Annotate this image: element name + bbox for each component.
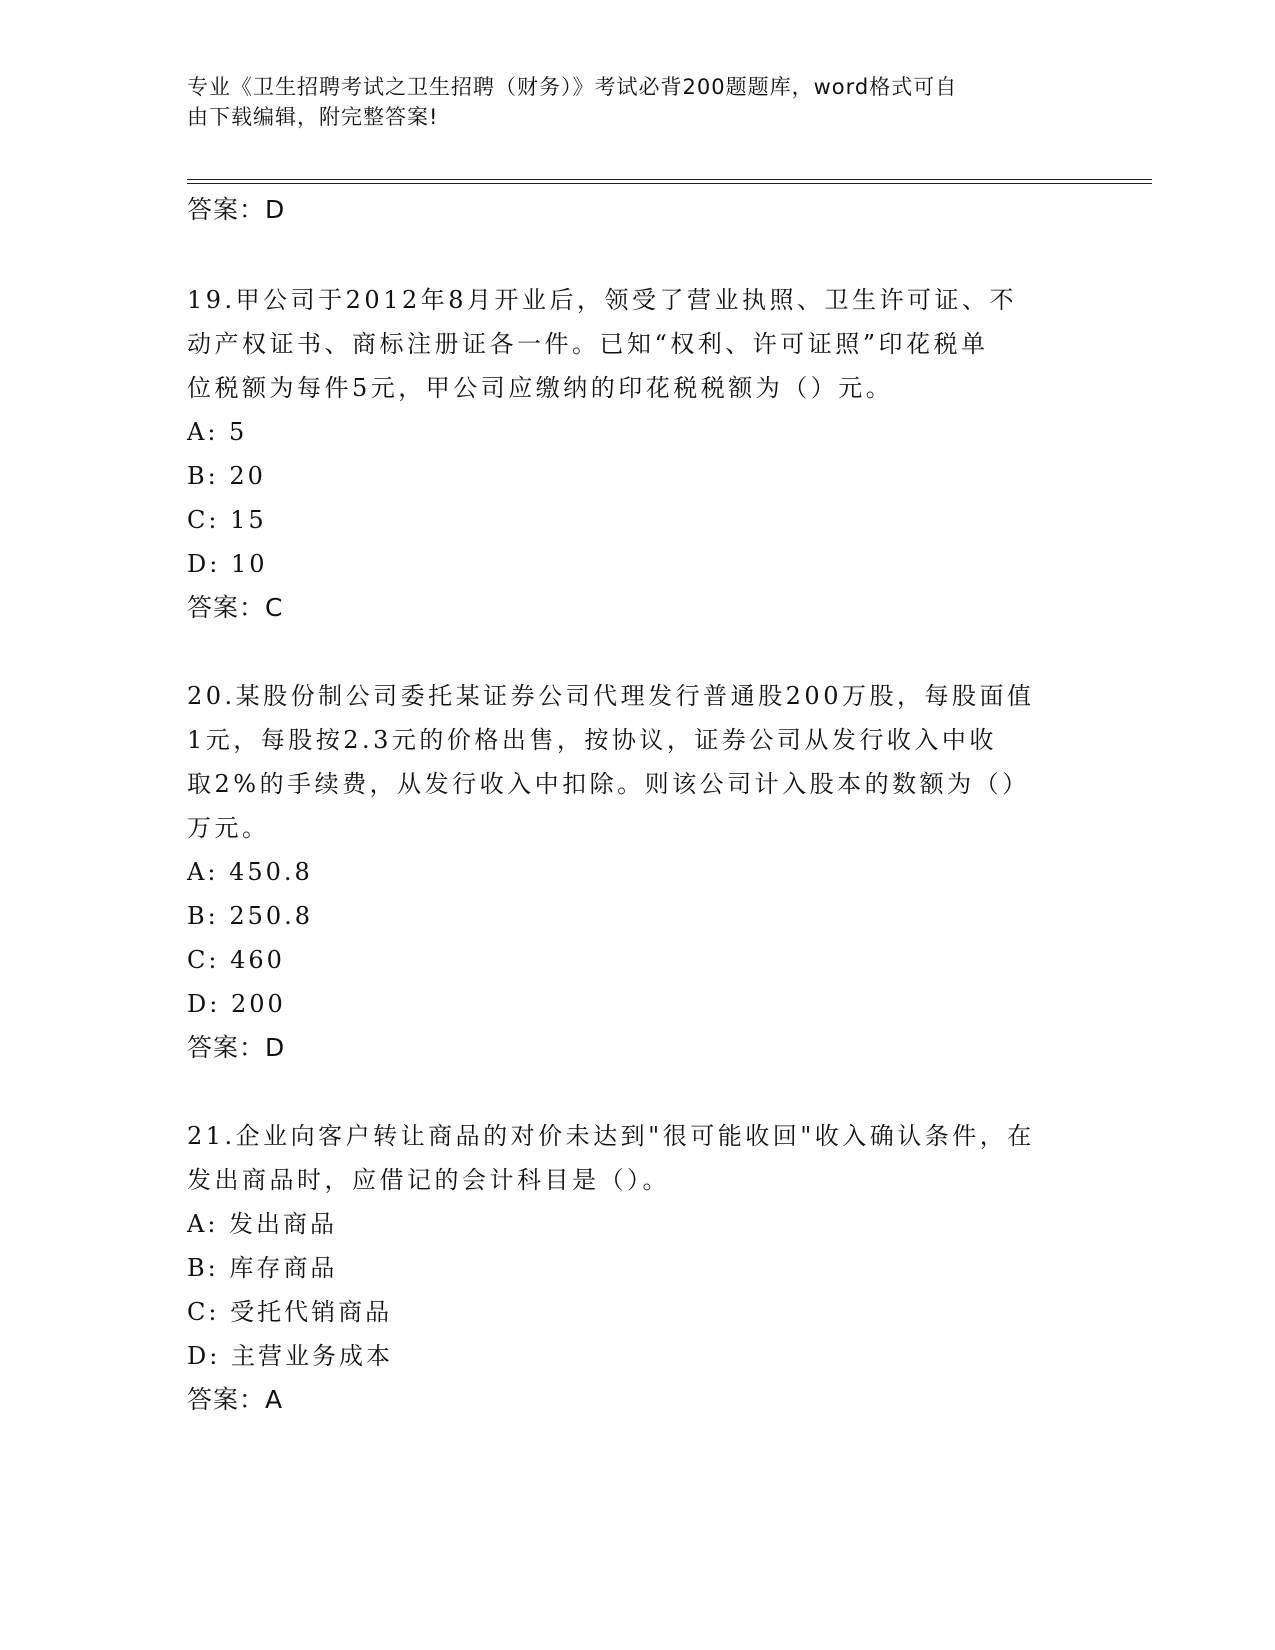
- question-19-stem-line-1: 19.甲公司于2012年8月开业后，领受了营业执照、卫生许可证、不: [187, 286, 1018, 314]
- question-20-stem-line-4: 万元。: [187, 814, 270, 842]
- question-21-option-c: C: 受托代销商品: [187, 1298, 393, 1326]
- question-21-stem-line-1: 21.企业向客户转让商品的对价未达到"很可能收回"收入确认条件，在: [187, 1122, 1035, 1150]
- question-21-option-a: A: 发出商品: [187, 1210, 338, 1238]
- header-line-2: 由下载编辑，附完整答案!: [187, 105, 439, 129]
- question-20-option-b: B: 250.8: [187, 902, 314, 930]
- question-20-stem-line-1: 20.某股份制公司委托某证券公司代理发行普通股200万股，每股面值: [187, 682, 1035, 710]
- question-19-option-b: B: 20: [187, 462, 266, 490]
- question-19-option-c: C: 15: [187, 506, 267, 534]
- question-19-option-a: A: 5: [187, 418, 248, 446]
- question-20-stem-line-2: 1元，每股按2.3元的价格出售，按协议，证券公司从发行收入中收: [187, 726, 997, 754]
- question-20-stem-line-3: 取2%的手续费，从发行收入中扣除。则该公司计入股本的数额为（）: [187, 770, 1030, 798]
- question-20-option-a: A: 450.8: [187, 858, 313, 886]
- question-21-option-d: D: 主营业务成本: [187, 1342, 393, 1370]
- question-19-answer: 答案：C: [187, 593, 284, 622]
- header-divider-top: [187, 179, 1152, 180]
- header-line-1: 专业《卫生招聘考试之卫生招聘（财务）》考试必背200题题库，word格式可自: [187, 75, 958, 99]
- question-21-answer: 答案：A: [187, 1385, 284, 1414]
- question-21-option-b: B: 库存商品: [187, 1254, 338, 1282]
- question-19-stem-line-3: 位税额为每件5元，甲公司应缴纳的印花税税额为（）元。: [187, 374, 894, 402]
- question-20-option-c: C: 460: [187, 946, 285, 974]
- question-19-stem-line-2: 动产权证书、商标注册证各一件。已知“权利、许可证照”印花税单: [187, 330, 989, 358]
- question-21-stem-line-2: 发出商品时，应借记的会计科目是（）。: [187, 1166, 670, 1194]
- question-19-option-d: D: 10: [187, 550, 268, 578]
- previous-answer: 答案：D: [187, 195, 286, 224]
- header-divider-bottom: [187, 183, 1152, 184]
- question-20-option-d: D: 200: [187, 990, 286, 1018]
- question-20-answer: 答案：D: [187, 1033, 286, 1062]
- document-header: [187, 72, 1067, 132]
